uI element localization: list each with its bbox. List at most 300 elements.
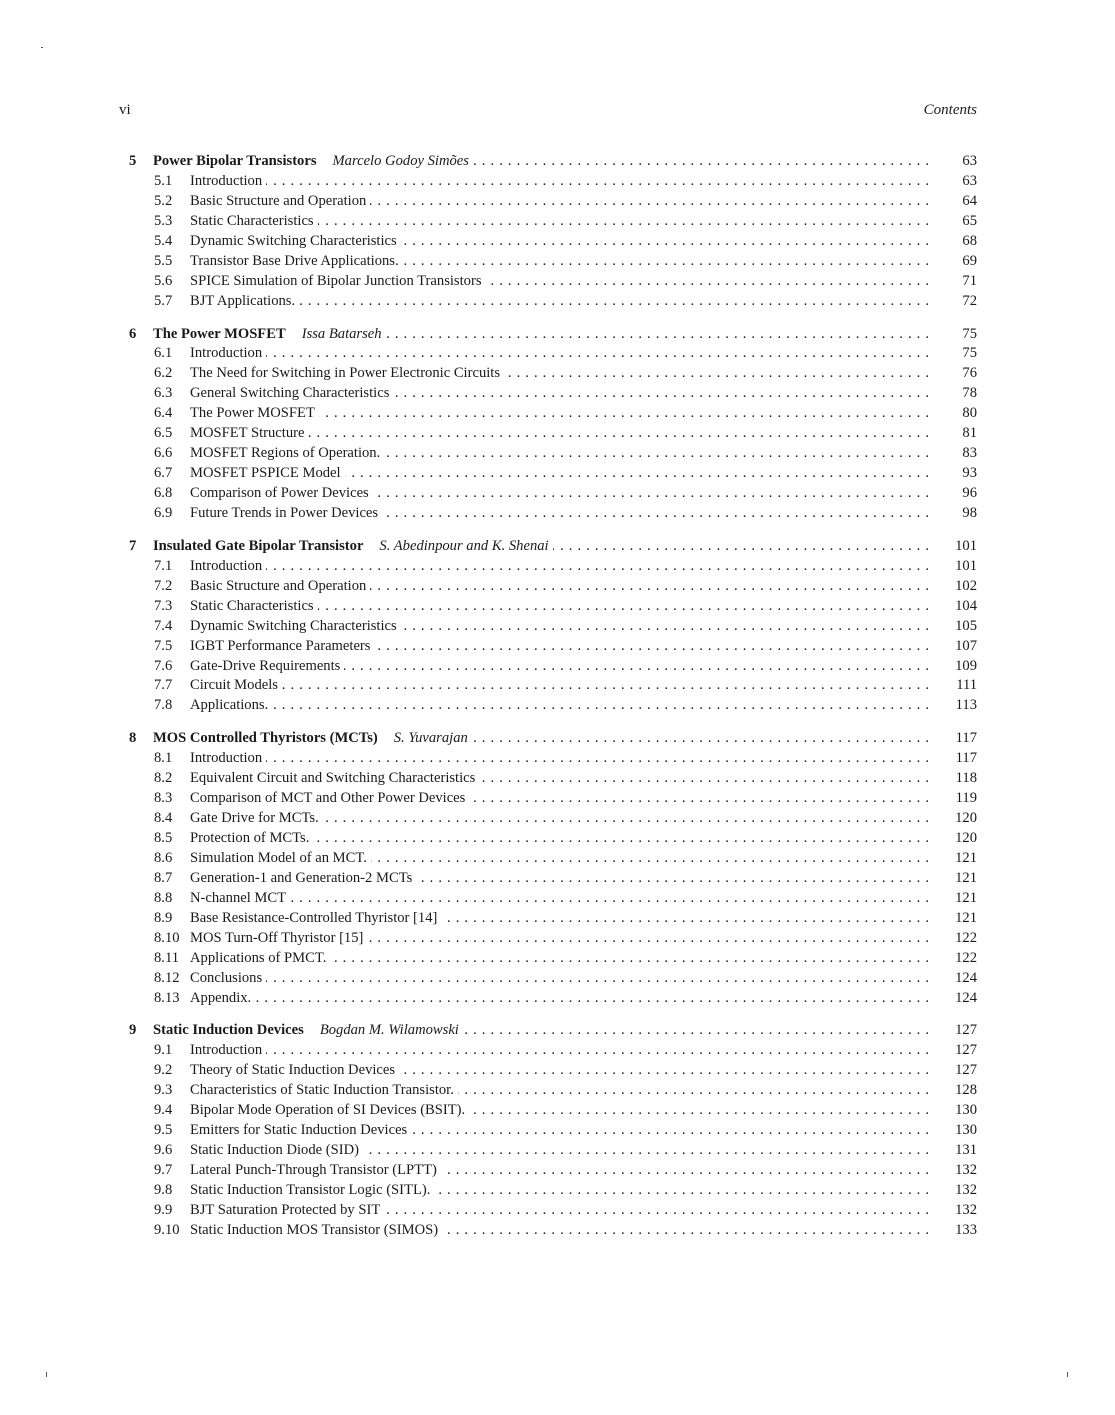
section-number: 5.5 [154,252,173,269]
section-number: 8.1 [154,750,173,767]
section-title[interactable]: Theory of Static Induction Devices [190,1062,396,1079]
entry-text [190,1121,929,1141]
dot-leader [463,1021,929,1041]
page-number: 120 [955,830,977,846]
entry-text [190,484,929,504]
entry-text [190,989,929,1009]
toc-section-entry[interactable] [119,989,977,1009]
dot-leader [403,252,929,272]
entry-text [190,212,929,232]
page-number: 121 [955,909,977,926]
section-title[interactable]: Bipolar Mode Operation of SI Devices (BSIT). [190,1102,466,1119]
section-number: 8.12 [154,969,180,986]
section-number: 8.5 [154,830,173,846]
section-number: 5.7 [154,292,173,309]
section-title[interactable]: MOS Turn-Off Thyristor [15] [190,929,364,946]
toc-section-entry[interactable] [119,1121,977,1141]
page-number: 132 [955,1181,977,1198]
chapter-title[interactable]: Insulated Gate Bipolar Transistor [153,537,364,554]
toc-section-entry[interactable] [119,1101,977,1121]
toc-section-entry[interactable] [119,617,977,637]
toc-section-entry[interactable] [119,577,977,597]
page-number: 131 [955,1142,977,1159]
entry-text [190,344,929,364]
section-number: 7.5 [154,637,173,654]
section-number: 8.4 [154,810,173,827]
section-title[interactable]: Lateral Punch-Through Transistor (LPTT) [190,1162,437,1178]
page-number: 64 [962,192,977,209]
section-number: 7.7 [154,677,173,694]
page-number: 107 [955,637,977,654]
entry-text [190,809,929,829]
toc-section-entry[interactable] [119,424,977,444]
toc-chapter-entry[interactable] [119,729,977,749]
section-title[interactable]: IGBT Performance Parameters [190,637,371,654]
entry-text [190,909,929,929]
page-number: 130 [955,1122,977,1139]
toc-section-entry[interactable] [119,1081,977,1101]
toc-section-entry[interactable] [119,749,977,769]
page-number: 105 [955,617,977,634]
entry-text [190,749,929,769]
entry-text [190,696,929,716]
section-title[interactable]: Conclusions [190,969,263,986]
section-number: 9.2 [154,1062,173,1079]
toc-section-entry[interactable] [119,869,977,889]
toc-chapter [119,325,977,524]
page-number: 101 [955,557,977,574]
page-number: 65 [962,212,977,229]
entry-text [190,1161,929,1181]
section-title[interactable]: Basic Structure and Operation [190,577,367,594]
dot-leader [308,424,929,444]
entry-text [190,1101,929,1121]
section-title[interactable]: General Switching Characteristics [190,385,390,402]
page-number: 127 [955,1042,977,1059]
page-number: 81 [962,425,977,442]
toc-section-entry[interactable] [119,969,977,989]
section-title[interactable]: BJT Saturation Protected by SIT [190,1201,381,1218]
section-title[interactable]: SPICE Simulation of Bipolar Junction Transistors [190,272,482,289]
toc-section-entry[interactable] [119,1161,977,1181]
dot-leader [458,1081,929,1101]
entry-text [190,577,929,597]
toc-section-entry[interactable] [119,292,977,312]
section-title[interactable]: Static Characteristics [190,597,314,614]
page-number: 104 [955,597,977,614]
section-number: 8.3 [154,790,173,807]
page-number: 124 [955,969,977,986]
dot-leader [401,617,929,637]
chapter-number: 8 [129,730,137,747]
entry-text [153,537,929,557]
toc-section-entry[interactable] [119,384,977,404]
page-number: 83 [962,445,977,462]
entry-text [190,929,929,949]
dot-leader [266,969,929,989]
toc-section-entry[interactable] [119,769,977,789]
section-title[interactable]: Introduction [190,172,263,189]
section-title[interactable]: Comparison of MCT and Other Power Devices [190,790,466,807]
page-number: 80 [962,405,977,422]
section-title[interactable]: Equivalent Circuit and Switching Characteristics [190,770,476,787]
dot-leader [384,1201,929,1221]
section-title[interactable]: Introduction [190,345,263,362]
page-number: 113 [955,697,977,714]
section-number: 9.1 [154,1042,173,1059]
entry-text [190,1041,929,1061]
dot-leader [367,929,929,949]
section-title[interactable]: Introduction [190,750,263,767]
section-title[interactable]: Comparison of Power Devices [190,485,369,501]
section-title[interactable]: BJT Applications. [190,292,296,309]
dot-leader [282,676,929,696]
section-number: 8.11 [154,949,179,966]
section-title[interactable]: MOSFET Structure [190,425,305,442]
section-title[interactable]: Introduction [190,557,263,574]
entry-text [190,444,929,464]
dot-leader [318,212,929,232]
crop-mark-bottom-right [1067,1372,1068,1377]
entry-text [190,889,929,909]
section-number: 8.13 [154,989,180,1006]
toc-section-entry[interactable] [119,889,977,909]
entry-text [190,829,929,849]
dot-leader [401,232,929,252]
section-title[interactable]: The Power MOSFET [190,405,315,422]
section-title[interactable]: Applications. [190,697,269,714]
toc-chapter [119,729,977,1008]
toc-section-entry[interactable] [119,1201,977,1221]
toc-section-entry[interactable] [119,1041,977,1061]
toc-chapter-entry[interactable] [119,325,977,345]
page-number: 121 [955,889,977,906]
page-number: 69 [962,252,977,269]
toc-section-entry[interactable] [119,657,977,677]
toc-section-entry[interactable] [119,789,977,809]
toc-section-entry[interactable] [119,504,977,524]
section-number: 6.4 [154,405,173,422]
section-number: 7.2 [154,577,173,594]
section-title[interactable]: Static Characteristics [190,212,314,229]
page-number: 122 [955,949,977,966]
entry-text [190,292,929,312]
chapter-title[interactable]: MOS Controlled Thyristors (MCTs) [153,730,378,747]
crop-mark-bottom-left [46,1372,47,1377]
page-number: 120 [955,810,977,827]
section-title[interactable]: Dynamic Switching Characteristics [190,232,397,249]
entry-text [190,384,929,404]
chapter-title[interactable]: The Power MOSFET [153,325,286,342]
entry-text [190,1081,929,1101]
entry-text [190,657,929,677]
entry-text [190,272,929,292]
dot-leader [384,444,929,464]
page-number: 128 [955,1082,977,1099]
section-number: 9.4 [154,1102,173,1119]
toc-section-entry[interactable] [119,1061,977,1081]
entry-text [190,869,929,889]
toc-chapter [119,537,977,716]
chapter-number: 6 [129,325,137,342]
section-number: 9.8 [154,1181,173,1198]
entry-text [153,1021,929,1041]
toc-section-entry[interactable] [119,849,977,869]
entry-text [190,364,929,384]
dot-leader [266,344,929,364]
page-number: 63 [962,172,977,189]
toc-section-entry[interactable] [119,637,977,657]
dot-leader [299,292,929,312]
section-number: 6.9 [154,504,173,521]
section-title[interactable]: Generation-1 and Generation-2 MCTs [190,869,413,886]
section-title[interactable]: Static Induction MOS Transistor (SIMOS) [190,1221,439,1238]
entry-text [190,676,929,696]
section-number: 8.7 [154,869,173,886]
page-number: 117 [955,730,977,747]
section-title[interactable]: Circuit Models [190,677,278,694]
entry-text [190,637,929,657]
dot-leader [345,464,929,484]
page-number: 72 [962,292,977,309]
toc-section-entry[interactable] [119,829,977,849]
section-number: 6.6 [154,445,173,462]
dot-leader [479,769,929,789]
entry-text [190,404,929,424]
dot-leader [553,537,929,557]
dot-leader [370,192,929,212]
dot-leader [416,869,929,889]
section-title[interactable]: Basic Structure and Operation [190,192,367,209]
section-title[interactable]: N-channel MCT [190,889,287,906]
page-number: 133 [955,1221,977,1238]
dot-leader [266,749,929,769]
section-number: 7.6 [154,657,173,674]
chapter-title[interactable]: Static Induction Devices [153,1022,304,1039]
section-title[interactable]: Future Trends in Power Devices [190,504,379,521]
page-number: 122 [955,929,977,946]
running-title: Contents [923,102,977,118]
page-number: 71 [962,272,977,289]
section-title[interactable]: Protection of MCTs. [190,830,310,846]
section-title[interactable]: Gate-Drive Requirements [190,657,341,674]
dot-leader [371,849,929,869]
page-number: 118 [955,770,977,787]
page-number-roman: vi [119,102,131,118]
entry-text [190,424,929,444]
dot-leader [318,597,929,617]
dot-leader [313,829,929,849]
dot-leader [441,1161,929,1181]
section-title[interactable]: Gate Drive for MCTs. [190,810,319,827]
toc-chapter [119,1021,977,1240]
dot-leader [434,1181,929,1201]
chapter-number: 9 [129,1022,137,1039]
dot-leader [290,889,929,909]
page-number: 75 [962,325,977,342]
section-title[interactable]: Characteristics of Static Induction Transistor. [190,1082,454,1099]
section-number: 6.3 [154,385,173,402]
entry-text [190,1061,929,1081]
section-number: 6.2 [154,365,173,382]
section-number: 6.1 [154,345,173,362]
dot-leader [382,504,929,524]
section-title[interactable]: Base Resistance-Controlled Thyristor [14] [190,909,438,926]
entry-text [153,152,929,172]
chapter-author: Marcelo Godoy Simões [332,153,469,169]
toc-chapter-entry[interactable] [119,1021,977,1041]
section-title[interactable]: Static Induction Diode (SID) [190,1142,360,1159]
toc-section-entry[interactable] [119,1221,977,1241]
page-number: 96 [962,485,977,501]
entry-text [153,325,929,345]
section-title[interactable]: Simulation Model of an MCT. [190,849,367,866]
section-number: 5.6 [154,272,173,289]
section-number: 5.3 [154,212,173,229]
section-title[interactable]: MOSFET Regions of Operation. [190,445,381,462]
page-number: 111 [956,677,977,694]
toc-section-entry[interactable] [119,252,977,272]
toc-section-entry[interactable] [119,557,977,577]
entry-text [190,232,929,252]
toc-section-entry[interactable] [119,344,977,364]
dot-leader [393,384,929,404]
section-number: 6.7 [154,465,173,482]
page-number: 98 [962,504,977,521]
chapter-author: Issa Batarseh [301,325,382,342]
chapter-author: S. Abedinpour and K. Shenai [379,537,549,554]
section-number: 8.6 [154,849,173,866]
toc-section-entry[interactable] [119,597,977,617]
section-number: 8.2 [154,770,173,787]
section-number: 9.5 [154,1122,173,1139]
page-number: 121 [955,869,977,886]
toc-section-entry[interactable] [119,696,977,716]
toc-section-entry[interactable] [119,1181,977,1201]
entry-text [190,172,929,192]
page-number: 127 [955,1022,977,1039]
page-number: 132 [955,1162,977,1178]
toc-section-entry[interactable] [119,272,977,292]
section-title[interactable]: Static Induction Transistor Logic (SITL). [190,1181,431,1198]
section-number: 8.9 [154,909,173,926]
page-number: 119 [955,790,977,807]
section-number: 9.6 [154,1142,173,1159]
toc-section-entry[interactable] [119,676,977,696]
toc-section-entry[interactable] [119,809,977,829]
toc-section-entry[interactable] [119,909,977,929]
section-title[interactable]: Introduction [190,1042,263,1059]
running-head [119,102,977,124]
toc-section-entry[interactable] [119,949,977,969]
section-title[interactable]: Dynamic Switching Characteristics [190,617,397,634]
toc-section-entry[interactable] [119,192,977,212]
chapter-number: 7 [129,537,137,554]
dot-leader [469,789,929,809]
entry-text [190,969,929,989]
section-title[interactable]: The Need for Switching in Power Electronic Circuits [190,365,501,382]
crop-mark-top-left [41,47,43,48]
toc-section-entry[interactable] [119,364,977,384]
section-number: 6.8 [154,485,173,501]
dot-leader [266,557,929,577]
dot-leader [374,637,929,657]
entry-text [190,617,929,637]
dot-leader [272,696,929,716]
page-number: 117 [955,750,977,767]
section-number: 8.10 [154,929,180,946]
dot-leader [411,1121,929,1141]
table-of-contents [119,152,977,1254]
toc-section-entry[interactable] [119,212,977,232]
section-title[interactable]: Transistor Base Drive Applications. [190,252,399,269]
section-number: 7.8 [154,697,173,714]
dot-leader [473,152,929,172]
toc-section-entry[interactable] [119,444,977,464]
toc-section-entry[interactable] [119,172,977,192]
toc-section-entry[interactable] [119,232,977,252]
dot-leader [323,809,929,829]
toc-section-entry[interactable] [119,929,977,949]
entry-text [190,192,929,212]
toc-section-entry[interactable] [119,464,977,484]
entry-text [190,1141,929,1161]
section-title[interactable]: Emitters for Static Induction Devices [190,1122,408,1139]
section-number: 6.5 [154,425,173,442]
dot-leader [441,909,929,929]
toc-section-entry[interactable] [119,1141,977,1161]
entry-text [190,1221,929,1241]
page-number: 109 [955,657,977,674]
entry-text [190,1181,929,1201]
dot-leader [266,1041,929,1061]
section-number: 7.4 [154,617,173,634]
section-title[interactable]: Applications of PMCT. [190,949,327,966]
dot-leader [319,404,929,424]
section-number: 7.1 [154,557,173,574]
toc-section-entry[interactable] [119,404,977,424]
dot-leader [373,484,929,504]
section-number: 5.2 [154,192,173,209]
section-number: 8.8 [154,889,173,906]
entry-text [190,769,929,789]
dot-leader [266,172,929,192]
section-number: 5.4 [154,232,173,249]
section-number: 5.1 [154,172,173,189]
page-number: 63 [962,153,977,169]
page-number: 124 [955,989,977,1006]
dot-leader [504,364,929,384]
section-title[interactable]: Appendix. [190,989,252,1006]
entry-text [190,1201,929,1221]
page-number: 101 [955,537,977,554]
toc-chapter-entry[interactable] [119,152,977,172]
dot-leader [472,729,929,749]
toc-chapter-entry[interactable] [119,537,977,557]
section-number: 9.7 [154,1162,173,1178]
chapter-title[interactable]: Power Bipolar Transistors [153,153,317,169]
entry-text [190,949,929,969]
dot-leader [363,1141,929,1161]
page-number: 127 [955,1062,977,1079]
entry-text [190,597,929,617]
dot-leader [399,1061,929,1081]
toc-section-entry[interactable] [119,484,977,504]
entry-text [153,729,929,749]
chapter-number: 5 [129,153,137,169]
section-title[interactable]: MOSFET PSPICE Model [190,465,341,482]
section-number: 9.9 [154,1201,173,1218]
